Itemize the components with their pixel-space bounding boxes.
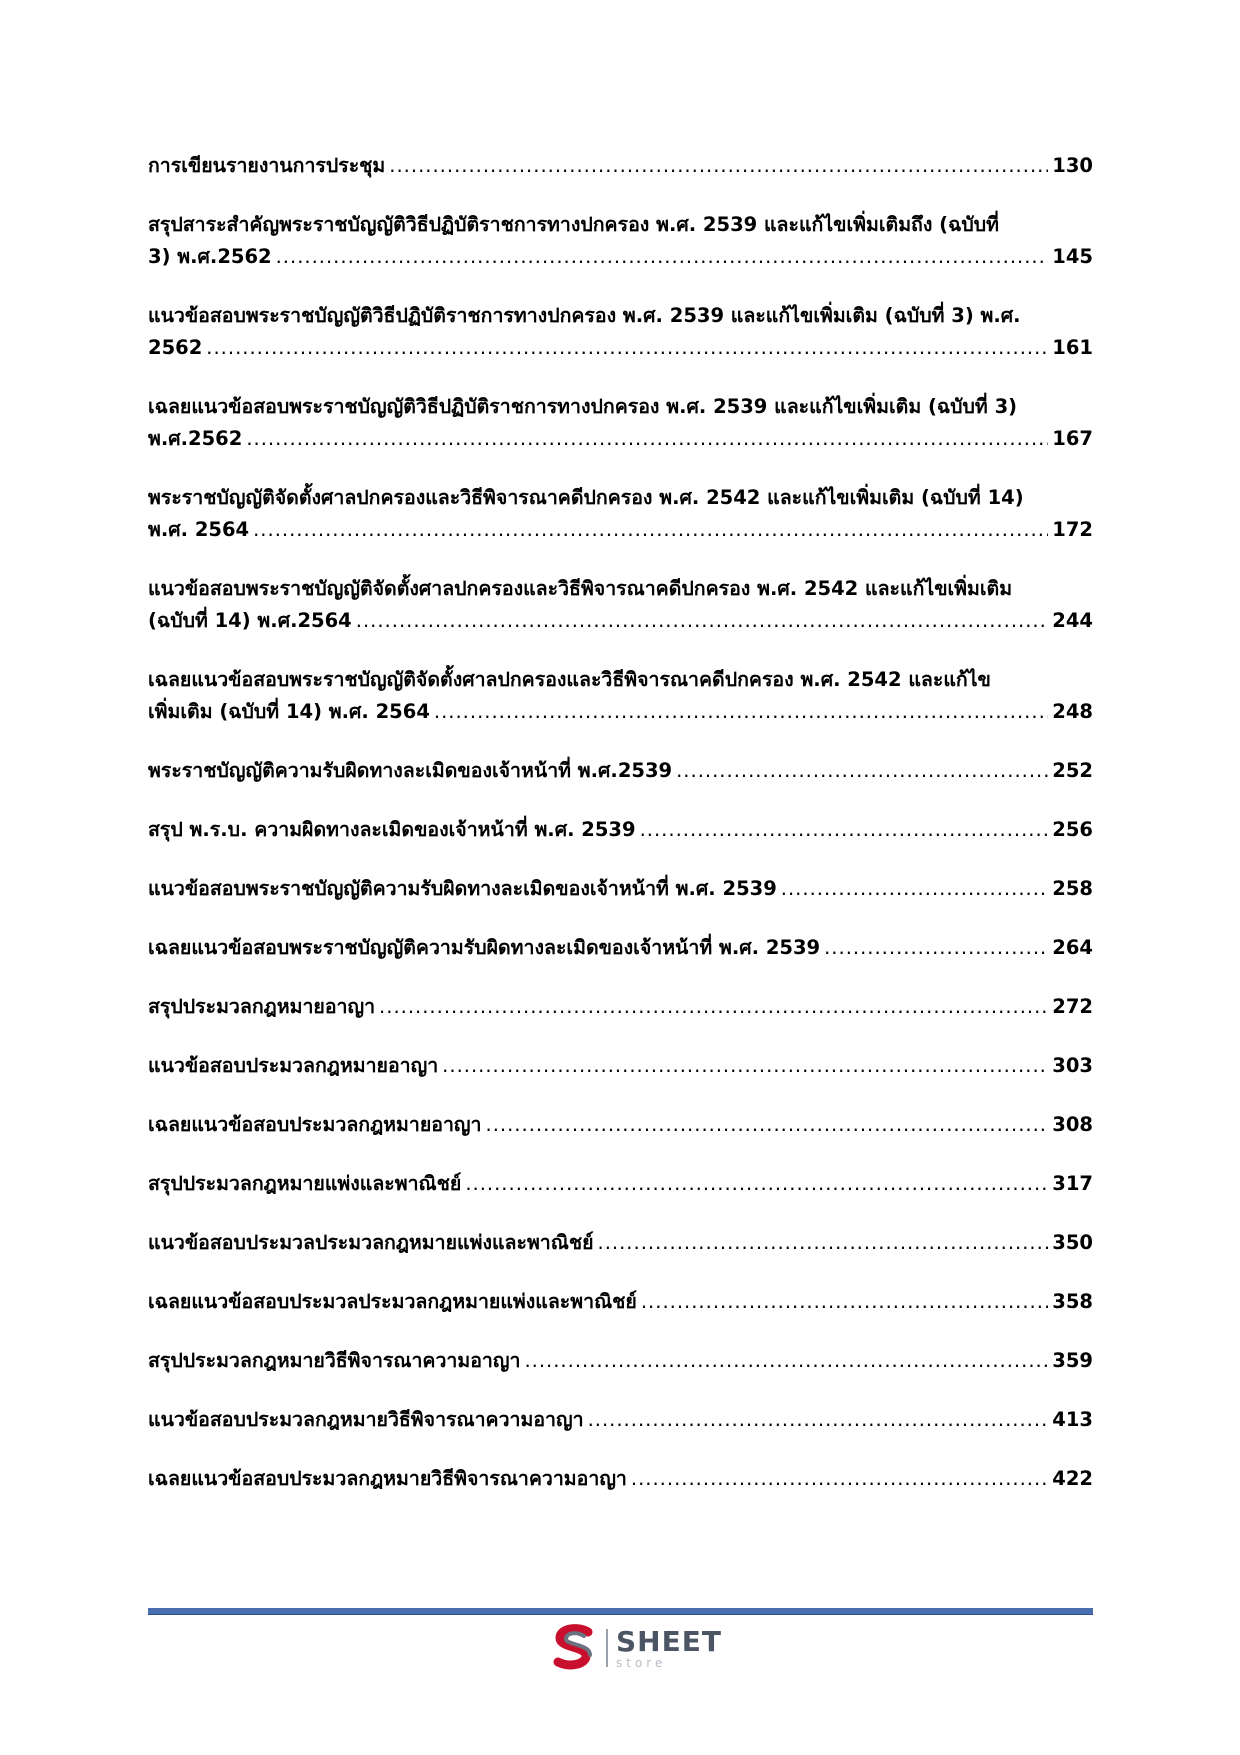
toc-entry-line xyxy=(148,814,1093,846)
toc-entry[interactable] xyxy=(148,1286,1093,1318)
toc-page-number: 145 xyxy=(1052,245,1093,268)
toc-entry-title: แนวข้อสอบประมวลกฎหมายอาญา xyxy=(148,1054,439,1077)
toc-leader-dots xyxy=(781,873,1049,905)
toc-leader-dots xyxy=(465,1168,1048,1200)
toc-entry[interactable] xyxy=(148,1227,1093,1259)
toc-entry-line xyxy=(148,514,1093,546)
toc-entry-title: แนวข้อสอบพระราชบัญญัติความรับผิดทางละเมิดของเจ้าหน้าที่ พ.ศ. 2539 xyxy=(148,877,777,900)
toc-entry-line xyxy=(148,696,1093,728)
toc-entry[interactable] xyxy=(148,150,1093,182)
toc-leader-dots xyxy=(389,150,1048,182)
toc-entry[interactable] xyxy=(148,932,1093,964)
toc-leader-dots xyxy=(206,332,1048,364)
toc-entry[interactable] xyxy=(148,482,1093,546)
toc-entry-line xyxy=(148,1050,1093,1082)
toc-entry-title: พ.ศ. 2564 xyxy=(148,518,250,541)
toc-leader-dots xyxy=(676,755,1048,787)
toc-entry[interactable] xyxy=(148,1345,1093,1377)
toc-entry-title: แนวข้อสอบพระราชบัญญัติวิธีปฏิบัติราชการทางปกครอง พ.ศ. 2539 และแก้ไขเพิ่มเติม (ฉบับที่ 3) พ.ศ. xyxy=(148,304,1021,327)
logo-wordmark xyxy=(616,1624,722,1670)
toc-entry[interactable] xyxy=(148,391,1093,455)
toc-leader-dots xyxy=(253,514,1048,546)
toc-entry-title: พ.ศ.2562 xyxy=(148,427,243,450)
footer-divider xyxy=(148,1608,1093,1615)
toc-leader-dots xyxy=(486,1109,1049,1141)
toc-leader-dots xyxy=(434,696,1048,728)
logo-brand-main: SHEET xyxy=(616,1624,722,1658)
toc-page-number: 350 xyxy=(1052,1231,1093,1254)
toc-entry-line xyxy=(148,1345,1093,1377)
toc-entry-title: พระราชบัญญัติความรับผิดทางละเมิดของเจ้าหน้าที่ พ.ศ.2539 xyxy=(148,759,673,782)
toc-entry[interactable] xyxy=(148,664,1093,728)
toc-leader-dots xyxy=(356,605,1049,637)
toc-entry-title: เฉลยแนวข้อสอบประมวลกฎหมายอาญา xyxy=(148,1113,482,1136)
toc-entry[interactable] xyxy=(148,814,1093,846)
toc-entry-title: แนวข้อสอบประมวลประมวลกฎหมายแพ่งและพาณิชย์ xyxy=(148,1231,594,1254)
toc-entry-line xyxy=(148,150,1093,182)
toc-entry-title: เฉลยแนวข้อสอบพระราชบัญญัติวิธีปฏิบัติราชการทางปกครอง พ.ศ. 2539 และแก้ไขเพิ่มเติม (ฉบับที่ 3) xyxy=(148,395,1018,418)
toc-entry-line xyxy=(148,332,1093,364)
toc-entry[interactable] xyxy=(148,573,1093,637)
toc-entry-title: เฉลยแนวข้อสอบประมวลกฎหมายวิธีพิจารณาความอาญา xyxy=(148,1467,627,1490)
toc-page-number: 248 xyxy=(1052,700,1093,723)
toc-entry-title: 3) พ.ศ.2562 xyxy=(148,245,272,268)
toc-page-number: 303 xyxy=(1052,1054,1093,1077)
toc-entry-title: 2562 xyxy=(148,336,203,359)
toc-page-number: 272 xyxy=(1052,995,1093,1018)
toc-entry-line xyxy=(148,1286,1093,1318)
toc-leader-dots xyxy=(631,1463,1048,1495)
toc-entry-title: การเขียนรายงานการประชุม xyxy=(148,154,386,177)
toc-entry-line xyxy=(148,241,1093,273)
toc-entry-title: เฉลยแนวข้อสอบประมวลประมวลกฎหมายแพ่งและพาณิชย์ xyxy=(148,1290,637,1313)
toc-entry-title: พระราชบัญญัติจัดตั้งศาลปกครองและวิธีพิจารณาคดีปกครอง พ.ศ. 2542 และแก้ไขเพิ่มเติม (ฉบับที่ 14) xyxy=(148,486,1024,509)
toc-page-number: 256 xyxy=(1052,818,1093,841)
toc-entry[interactable] xyxy=(148,1050,1093,1082)
toc-page-number: 244 xyxy=(1052,609,1093,632)
toc-entry-line xyxy=(148,991,1093,1023)
toc-page-number: 258 xyxy=(1052,877,1093,900)
toc-page-number: 358 xyxy=(1052,1290,1093,1313)
toc-leader-dots xyxy=(598,1227,1049,1259)
toc-entry[interactable] xyxy=(148,991,1093,1023)
toc-page-number: 422 xyxy=(1052,1467,1093,1490)
toc-leader-dots xyxy=(641,1286,1048,1318)
toc-entry-title: เพิ่มเติม (ฉบับที่ 14) พ.ศ. 2564 xyxy=(148,700,430,723)
toc-leader-dots xyxy=(824,932,1048,964)
toc-leader-dots xyxy=(246,423,1048,455)
toc-entry-line xyxy=(148,755,1093,787)
toc-entry-title: สรุปประมวลกฎหมายแพ่งและพาณิชย์ xyxy=(148,1172,462,1195)
toc-page-number: 264 xyxy=(1052,936,1093,959)
toc-entry-line xyxy=(148,605,1093,637)
logo-brand-sub: store xyxy=(616,1655,667,1670)
toc-page-number: 308 xyxy=(1052,1113,1093,1136)
toc-entry-line xyxy=(148,1109,1093,1141)
toc-page-number: 167 xyxy=(1052,427,1093,450)
toc-entry-line xyxy=(148,932,1093,964)
toc-entry-title: แนวข้อสอบประมวลกฎหมายวิธีพิจารณาความอาญา xyxy=(148,1408,584,1431)
logo-s-icon xyxy=(548,1622,600,1674)
toc-entry-title: สรุป พ.ร.บ. ความผิดทางละเมิดของเจ้าหน้าที่ พ.ศ. 2539 xyxy=(148,818,636,841)
sheet-store-logo xyxy=(548,1620,728,1676)
toc-entry-title: สรุปประมวลกฎหมายอาญา xyxy=(148,995,376,1018)
toc-entry-title: สรุปสาระสำคัญพระราชบัญญัติวิธีปฏิบัติราชการทางปกครอง พ.ศ. 2539 และแก้ไขเพิ่มเติมถึง (ฉบับที่ xyxy=(148,213,999,236)
logo-separator xyxy=(606,1629,608,1667)
toc-entry[interactable] xyxy=(148,873,1093,905)
toc-entry[interactable] xyxy=(148,1404,1093,1436)
toc-leader-dots xyxy=(379,991,1048,1023)
toc-entry-title: เฉลยแนวข้อสอบพระราชบัญญัติความรับผิดทางละเมิดของเจ้าหน้าที่ พ.ศ. 2539 xyxy=(148,936,821,959)
toc-page-number: 359 xyxy=(1052,1349,1093,1372)
toc-entry[interactable] xyxy=(148,1168,1093,1200)
toc-entry[interactable] xyxy=(148,1109,1093,1141)
toc-page-number: 252 xyxy=(1052,759,1093,782)
toc-entry-line xyxy=(148,1404,1093,1436)
toc-entry-title: แนวข้อสอบพระราชบัญญัติจัดตั้งศาลปกครองและวิธีพิจารณาคดีปกครอง พ.ศ. 2542 และแก้ไขเพิ่มเติม xyxy=(148,577,1013,600)
toc-entry[interactable] xyxy=(148,1463,1093,1495)
toc-entry-title: เฉลยแนวข้อสอบพระราชบัญญัติจัดตั้งศาลปกครองและวิธีพิจารณาคดีปกครอง พ.ศ. 2542 และแก้ไข xyxy=(148,668,991,691)
toc-page-number: 161 xyxy=(1052,336,1093,359)
toc-entry-line xyxy=(148,1168,1093,1200)
toc-leader-dots xyxy=(524,1345,1048,1377)
toc-entry-line xyxy=(148,873,1093,905)
toc-leader-dots xyxy=(276,241,1049,273)
toc-entry-title: สรุปประมวลกฎหมายวิธีพิจารณาความอาญา xyxy=(148,1349,521,1372)
toc-entry[interactable] xyxy=(148,300,1093,364)
toc-page-number: 130 xyxy=(1052,154,1093,177)
toc-entry-line xyxy=(148,423,1093,455)
toc-leader-dots xyxy=(442,1050,1048,1082)
toc-entry[interactable] xyxy=(148,755,1093,787)
toc-entry-line xyxy=(148,1227,1093,1259)
toc-page-number: 413 xyxy=(1052,1408,1093,1431)
toc-page-number: 317 xyxy=(1052,1172,1093,1195)
toc-leader-dots xyxy=(640,814,1049,846)
toc-entry-title: (ฉบับที่ 14) พ.ศ.2564 xyxy=(148,609,352,632)
toc-entry-line xyxy=(148,1463,1093,1495)
toc-page-number: 172 xyxy=(1052,518,1093,541)
toc-leader-dots xyxy=(588,1404,1049,1436)
table-of-contents xyxy=(148,150,1093,1522)
toc-entry[interactable] xyxy=(148,209,1093,273)
